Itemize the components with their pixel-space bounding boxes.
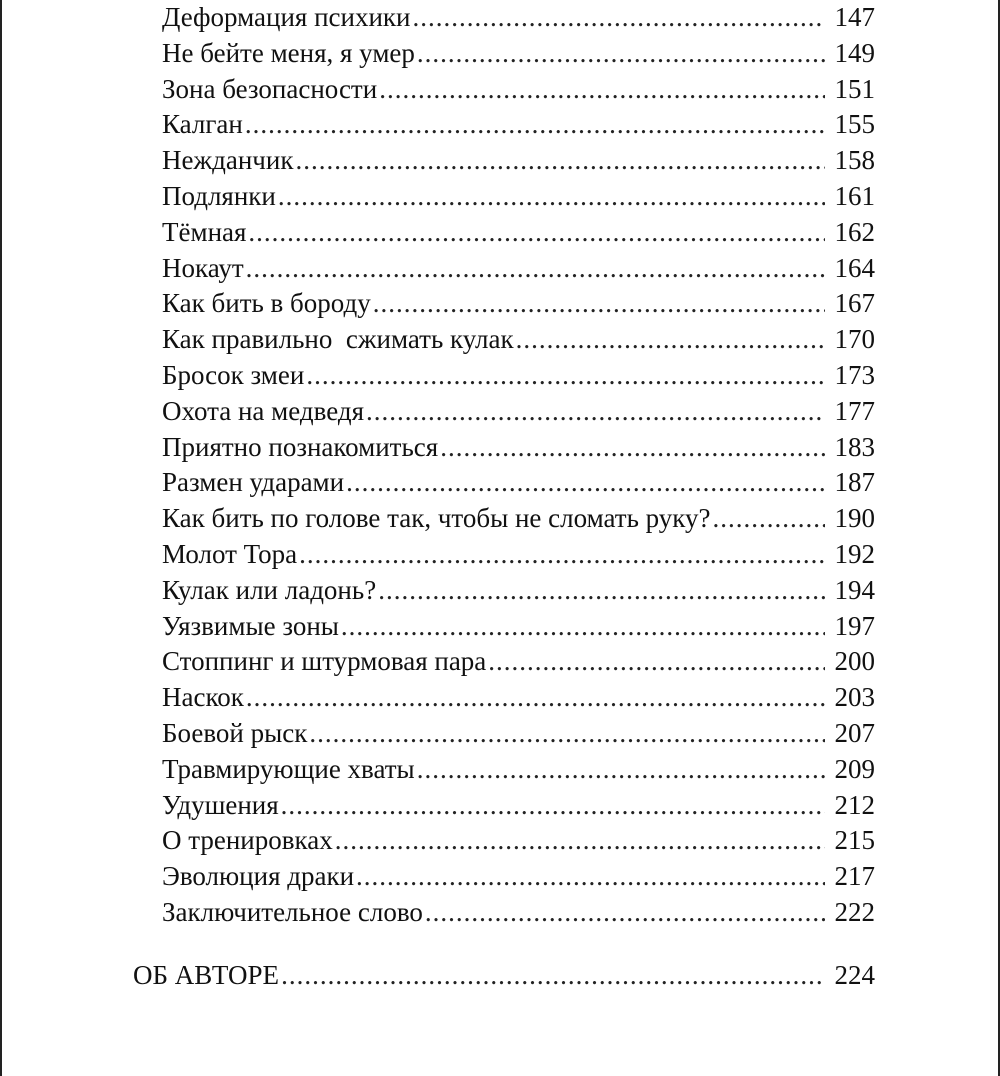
dot-leader — [278, 179, 825, 215]
dot-leader — [295, 143, 825, 179]
dot-leader — [356, 859, 825, 895]
toc-entry[interactable] — [162, 251, 875, 287]
toc-entry-page: 147 — [834, 2, 875, 32]
toc-entry-page: 190 — [834, 503, 875, 534]
toc-entry-page: 170 — [834, 324, 875, 355]
toc-entry-title: Бросок змеи — [162, 359, 305, 390]
toc-entry-page: 194 — [834, 574, 875, 605]
toc-entry-title: Кулак или ладонь? — [162, 574, 377, 605]
toc-entry-title: Наскок — [162, 682, 244, 713]
toc-entry[interactable] — [162, 36, 875, 72]
toc-entry[interactable] — [162, 430, 875, 466]
toc-entry[interactable] — [162, 752, 875, 788]
toc-entry-title: Боевой рыск — [162, 717, 308, 748]
toc-entry-page: 155 — [834, 109, 875, 140]
dot-leader — [306, 358, 825, 394]
toc-entry[interactable] — [162, 788, 875, 824]
toc-entry[interactable] — [162, 107, 875, 143]
toc-entry-page: 224 — [834, 960, 875, 990]
dot-leader — [281, 958, 825, 994]
dot-leader — [413, 0, 826, 36]
toc-entry-page: 173 — [834, 359, 875, 390]
toc-entry[interactable] — [162, 609, 875, 645]
toc-entry-title: Калган — [162, 109, 243, 140]
toc-entry[interactable] — [162, 143, 875, 179]
toc-entry[interactable] — [162, 573, 875, 609]
toc-entry-title: Как бить в бороду — [162, 288, 371, 319]
dot-leader — [378, 573, 825, 609]
toc-entry-title: Как правильно сжимать кулак — [162, 324, 514, 355]
toc-entry-page: 192 — [834, 538, 875, 569]
toc-entry-title: Нежданчик — [162, 145, 294, 176]
toc-entry-title: Заключительное слово — [162, 896, 423, 927]
toc-entry-title: Приятно познакомиться — [162, 431, 439, 462]
toc-entry-page: 209 — [834, 753, 875, 784]
dot-leader — [373, 286, 825, 322]
dot-leader — [366, 394, 825, 430]
toc-entry-title: Размен ударами — [162, 467, 345, 498]
dot-leader — [246, 680, 825, 716]
dot-leader — [346, 465, 825, 501]
toc-entry-about-author[interactable] — [133, 958, 875, 994]
dot-leader — [335, 823, 825, 859]
toc-entry-page: 187 — [834, 467, 875, 498]
dot-leader — [246, 251, 825, 287]
toc-entry-page: 207 — [834, 717, 875, 748]
toc-entry-page: 167 — [834, 288, 875, 319]
toc-entry-page: 149 — [834, 37, 875, 68]
toc-entry[interactable] — [162, 680, 875, 716]
dot-leader — [713, 501, 825, 537]
toc-entry-page: 161 — [834, 180, 875, 211]
toc-entry-title: Травмирующие хваты — [162, 753, 415, 784]
dot-leader — [440, 430, 825, 466]
toc-entry[interactable] — [162, 0, 875, 36]
toc-entry-title: Тёмная — [162, 216, 247, 247]
toc-entry-page: 158 — [834, 145, 875, 176]
toc-entry-page: 151 — [834, 73, 875, 104]
dot-leader — [379, 72, 825, 108]
toc-entry-page: 222 — [834, 896, 875, 927]
toc-entry-title: Молот Тора — [162, 538, 298, 569]
table-of-contents — [162, 0, 875, 931]
toc-entry-title: Зона безопасности — [162, 73, 378, 104]
dot-leader — [281, 788, 825, 824]
dot-leader — [248, 215, 825, 251]
dot-leader — [341, 609, 825, 645]
toc-entry-page: 197 — [834, 610, 875, 641]
toc-entry-title: О тренировках — [162, 825, 333, 856]
toc-entry-page: 215 — [834, 825, 875, 856]
toc-entry-title: Подлянки — [162, 180, 276, 211]
toc-entry-page: 177 — [834, 395, 875, 426]
toc-entry-page: 200 — [834, 646, 875, 677]
toc-entry-title: Не бейте меня, я умер — [162, 37, 415, 68]
toc-entry[interactable] — [162, 179, 875, 215]
toc-entry[interactable] — [162, 322, 875, 358]
toc-entry[interactable] — [162, 823, 875, 859]
toc-entry-page: 183 — [834, 431, 875, 462]
dot-leader — [425, 895, 825, 931]
toc-entry-title: Деформация психики — [162, 2, 411, 32]
toc-entry-page: 164 — [834, 252, 875, 283]
toc-entry-page: 217 — [834, 861, 875, 892]
toc-entry-title: Уязвимые зоны — [162, 610, 339, 641]
dot-leader — [488, 644, 825, 680]
dot-leader — [299, 537, 825, 573]
toc-entry[interactable] — [162, 537, 875, 573]
toc-entry-page: 203 — [834, 682, 875, 713]
toc-entry[interactable] — [162, 394, 875, 430]
toc-entry-title: Как бить по голове так, чтобы не сломать руку? — [162, 503, 711, 534]
toc-entry-title: Нокаут — [162, 252, 244, 283]
toc-entry-title: Охота на медведя — [162, 395, 364, 426]
dot-leader — [516, 322, 825, 358]
dot-leader — [417, 36, 825, 72]
toc-entry-page: 212 — [834, 789, 875, 820]
toc-entry[interactable] — [162, 465, 875, 501]
toc-entry[interactable] — [162, 716, 875, 752]
toc-entry-title: Эволюция драки — [162, 861, 355, 892]
toc-entry-page: 162 — [834, 216, 875, 247]
toc-entry-title: Стоппинг и штурмовая пара — [162, 646, 487, 677]
dot-leader — [245, 107, 825, 143]
toc-entry[interactable] — [162, 72, 875, 108]
toc-entry[interactable] — [162, 644, 875, 680]
dot-leader — [309, 716, 825, 752]
toc-entry-title: ОБ АВТОРЕ — [133, 960, 280, 990]
toc-entry-title: Удушения — [162, 789, 279, 820]
toc-entry[interactable] — [162, 859, 875, 895]
toc-entry[interactable] — [162, 895, 875, 931]
toc-entry[interactable] — [162, 215, 875, 251]
toc-entry[interactable] — [162, 501, 875, 537]
dot-leader — [417, 752, 825, 788]
toc-entry[interactable] — [162, 286, 875, 322]
toc-entry[interactable] — [162, 358, 875, 394]
